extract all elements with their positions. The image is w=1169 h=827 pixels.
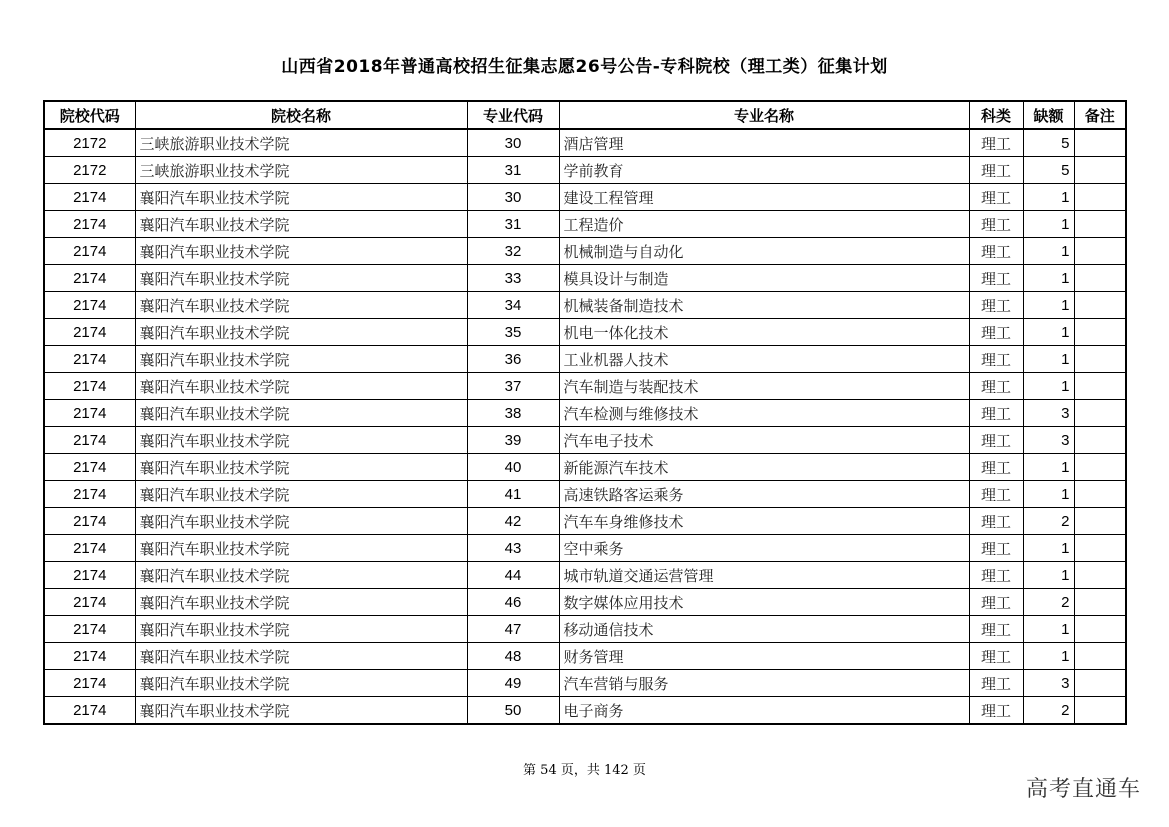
school-name-cell: 襄阳汽车职业技术学院 — [135, 400, 467, 427]
vacancy-cell: 5 — [1023, 129, 1074, 157]
table-row — [44, 427, 1126, 454]
watermark: 高考直通车 — [1025, 777, 1141, 802]
remarks-cell — [1074, 265, 1126, 292]
school-code-cell: 2174 — [44, 319, 135, 346]
school-name-cell: 襄阳汽车职业技术学院 — [135, 481, 467, 508]
major-code-cell: 42 — [467, 508, 559, 535]
school-name-cell: 襄阳汽车职业技术学院 — [135, 319, 467, 346]
school-name-cell: 襄阳汽车职业技术学院 — [135, 373, 467, 400]
major-code-cell: 41 — [467, 481, 559, 508]
category-cell: 理工 — [969, 589, 1023, 616]
remarks-cell — [1074, 643, 1126, 670]
major-code-cell: 35 — [467, 319, 559, 346]
major-name-cell: 汽车车身维修技术 — [559, 508, 969, 535]
table-header-row — [44, 101, 1126, 129]
major-name-cell: 移动通信技术 — [559, 616, 969, 643]
table-row — [44, 184, 1126, 211]
header-school-code: 院校代码 — [44, 101, 135, 129]
table-row — [44, 400, 1126, 427]
vacancy-cell: 1 — [1023, 373, 1074, 400]
remarks-cell — [1074, 238, 1126, 265]
table-row — [44, 292, 1126, 319]
school-code-cell: 2174 — [44, 697, 135, 725]
table-row — [44, 157, 1126, 184]
school-code-cell: 2174 — [44, 346, 135, 373]
major-code-cell: 31 — [467, 211, 559, 238]
major-name-cell: 汽车电子技术 — [559, 427, 969, 454]
category-cell: 理工 — [969, 508, 1023, 535]
remarks-cell — [1074, 400, 1126, 427]
table-row — [44, 481, 1126, 508]
major-code-cell: 39 — [467, 427, 559, 454]
vacancy-cell: 1 — [1023, 319, 1074, 346]
remarks-cell — [1074, 346, 1126, 373]
school-name-cell: 襄阳汽车职业技术学院 — [135, 238, 467, 265]
category-cell: 理工 — [969, 643, 1023, 670]
category-cell: 理工 — [969, 481, 1023, 508]
major-code-cell: 46 — [467, 589, 559, 616]
remarks-cell — [1074, 427, 1126, 454]
major-code-cell: 49 — [467, 670, 559, 697]
major-name-cell: 工业机器人技术 — [559, 346, 969, 373]
remarks-cell — [1074, 589, 1126, 616]
vacancy-cell: 2 — [1023, 589, 1074, 616]
page-title: 山西省2018年普通高校招生征集志愿26号公告-专科院校（理工类）征集计划 — [281, 57, 888, 77]
school-code-cell: 2174 — [44, 238, 135, 265]
school-code-cell: 2174 — [44, 535, 135, 562]
school-name-cell: 襄阳汽车职业技术学院 — [135, 643, 467, 670]
table-row — [44, 562, 1126, 589]
school-name-cell: 襄阳汽车职业技术学院 — [135, 589, 467, 616]
vacancy-cell: 1 — [1023, 562, 1074, 589]
vacancy-cell: 5 — [1023, 157, 1074, 184]
school-code-cell: 2174 — [44, 616, 135, 643]
vacancy-cell: 3 — [1023, 670, 1074, 697]
major-name-cell: 汽车制造与装配技术 — [559, 373, 969, 400]
school-name-cell: 襄阳汽车职业技术学院 — [135, 427, 467, 454]
remarks-cell — [1074, 535, 1126, 562]
category-cell: 理工 — [969, 373, 1023, 400]
table-row — [44, 373, 1126, 400]
vacancy-cell: 2 — [1023, 508, 1074, 535]
major-name-cell: 酒店管理 — [559, 129, 969, 157]
vacancy-cell: 1 — [1023, 211, 1074, 238]
header-school-name: 院校名称 — [135, 101, 467, 129]
header-remarks: 备注 — [1074, 101, 1126, 129]
major-code-cell: 33 — [467, 265, 559, 292]
school-code-cell: 2174 — [44, 508, 135, 535]
category-cell: 理工 — [969, 319, 1023, 346]
school-name-cell: 襄阳汽车职业技术学院 — [135, 265, 467, 292]
header-category: 科类 — [969, 101, 1023, 129]
major-name-cell: 新能源汽车技术 — [559, 454, 969, 481]
school-name-cell: 襄阳汽车职业技术学院 — [135, 616, 467, 643]
school-name-cell: 襄阳汽车职业技术学院 — [135, 670, 467, 697]
enrollment-plan-table — [43, 100, 1127, 725]
remarks-cell — [1074, 319, 1126, 346]
school-name-cell: 襄阳汽车职业技术学院 — [135, 346, 467, 373]
remarks-cell — [1074, 481, 1126, 508]
remarks-cell — [1074, 157, 1126, 184]
vacancy-cell: 1 — [1023, 265, 1074, 292]
category-cell: 理工 — [969, 346, 1023, 373]
major-name-cell: 模具设计与制造 — [559, 265, 969, 292]
category-cell: 理工 — [969, 129, 1023, 157]
major-name-cell: 城市轨道交通运营管理 — [559, 562, 969, 589]
school-code-cell: 2174 — [44, 670, 135, 697]
major-code-cell: 34 — [467, 292, 559, 319]
category-cell: 理工 — [969, 238, 1023, 265]
major-name-cell: 汽车营销与服务 — [559, 670, 969, 697]
school-name-cell: 三峡旅游职业技术学院 — [135, 157, 467, 184]
major-code-cell: 50 — [467, 697, 559, 725]
school-code-cell: 2174 — [44, 643, 135, 670]
major-name-cell: 工程造价 — [559, 211, 969, 238]
major-name-cell: 机电一体化技术 — [559, 319, 969, 346]
vacancy-cell: 1 — [1023, 238, 1074, 265]
category-cell: 理工 — [969, 157, 1023, 184]
major-name-cell: 学前教育 — [559, 157, 969, 184]
category-cell: 理工 — [969, 427, 1023, 454]
remarks-cell — [1074, 373, 1126, 400]
school-code-cell: 2174 — [44, 400, 135, 427]
major-code-cell: 47 — [467, 616, 559, 643]
major-code-cell: 32 — [467, 238, 559, 265]
major-code-cell: 30 — [467, 129, 559, 157]
school-code-cell: 2174 — [44, 265, 135, 292]
school-name-cell: 襄阳汽车职业技术学院 — [135, 292, 467, 319]
table-row — [44, 238, 1126, 265]
major-name-cell: 机械装备制造技术 — [559, 292, 969, 319]
category-cell: 理工 — [969, 454, 1023, 481]
school-code-cell: 2172 — [44, 129, 135, 157]
category-cell: 理工 — [969, 400, 1023, 427]
major-name-cell: 空中乘务 — [559, 535, 969, 562]
table-row — [44, 643, 1126, 670]
remarks-cell — [1074, 670, 1126, 697]
category-cell: 理工 — [969, 184, 1023, 211]
category-cell: 理工 — [969, 562, 1023, 589]
table-row — [44, 346, 1126, 373]
vacancy-cell: 1 — [1023, 643, 1074, 670]
school-code-cell: 2174 — [44, 211, 135, 238]
vacancy-cell: 2 — [1023, 697, 1074, 725]
table-body — [44, 129, 1126, 724]
school-code-cell: 2174 — [44, 184, 135, 211]
major-code-cell: 38 — [467, 400, 559, 427]
school-code-cell: 2174 — [44, 589, 135, 616]
school-code-cell: 2174 — [44, 373, 135, 400]
school-name-cell: 襄阳汽车职业技术学院 — [135, 562, 467, 589]
table-row — [44, 616, 1126, 643]
major-name-cell: 机械制造与自动化 — [559, 238, 969, 265]
remarks-cell — [1074, 697, 1126, 725]
remarks-cell — [1074, 508, 1126, 535]
major-name-cell: 数字媒体应用技术 — [559, 589, 969, 616]
category-cell: 理工 — [969, 697, 1023, 725]
table-row — [44, 670, 1126, 697]
table-row — [44, 697, 1126, 725]
page-footer: 第 54 页，共 142 页 — [523, 763, 646, 778]
category-cell: 理工 — [969, 265, 1023, 292]
header-vacancy: 缺额 — [1023, 101, 1074, 129]
major-code-cell: 43 — [467, 535, 559, 562]
remarks-cell — [1074, 184, 1126, 211]
remarks-cell — [1074, 211, 1126, 238]
major-code-cell: 40 — [467, 454, 559, 481]
major-code-cell: 36 — [467, 346, 559, 373]
table-row — [44, 319, 1126, 346]
header-major-code: 专业代码 — [467, 101, 559, 129]
school-name-cell: 襄阳汽车职业技术学院 — [135, 454, 467, 481]
major-code-cell: 30 — [467, 184, 559, 211]
category-cell: 理工 — [969, 535, 1023, 562]
vacancy-cell: 1 — [1023, 454, 1074, 481]
vacancy-cell: 3 — [1023, 427, 1074, 454]
vacancy-cell: 1 — [1023, 346, 1074, 373]
vacancy-cell: 1 — [1023, 535, 1074, 562]
vacancy-cell: 1 — [1023, 184, 1074, 211]
vacancy-cell: 1 — [1023, 481, 1074, 508]
table-row — [44, 129, 1126, 157]
category-cell: 理工 — [969, 616, 1023, 643]
school-code-cell: 2174 — [44, 562, 135, 589]
major-name-cell: 财务管理 — [559, 643, 969, 670]
school-code-cell: 2174 — [44, 454, 135, 481]
school-code-cell: 2174 — [44, 427, 135, 454]
table-row — [44, 454, 1126, 481]
remarks-cell — [1074, 292, 1126, 319]
major-code-cell: 48 — [467, 643, 559, 670]
remarks-cell — [1074, 129, 1126, 157]
school-name-cell: 襄阳汽车职业技术学院 — [135, 184, 467, 211]
table-row — [44, 589, 1126, 616]
major-code-cell: 31 — [467, 157, 559, 184]
table-row — [44, 508, 1126, 535]
major-name-cell: 高速铁路客运乘务 — [559, 481, 969, 508]
category-cell: 理工 — [969, 211, 1023, 238]
school-code-cell: 2172 — [44, 157, 135, 184]
major-code-cell: 37 — [467, 373, 559, 400]
remarks-cell — [1074, 616, 1126, 643]
header-major-name: 专业名称 — [559, 101, 969, 129]
category-cell: 理工 — [969, 670, 1023, 697]
major-code-cell: 44 — [467, 562, 559, 589]
vacancy-cell: 3 — [1023, 400, 1074, 427]
school-name-cell: 襄阳汽车职业技术学院 — [135, 697, 467, 725]
school-code-cell: 2174 — [44, 481, 135, 508]
vacancy-cell: 1 — [1023, 292, 1074, 319]
vacancy-cell: 1 — [1023, 616, 1074, 643]
school-name-cell: 襄阳汽车职业技术学院 — [135, 508, 467, 535]
table-row — [44, 535, 1126, 562]
school-code-cell: 2174 — [44, 292, 135, 319]
table-row — [44, 211, 1126, 238]
remarks-cell — [1074, 454, 1126, 481]
remarks-cell — [1074, 562, 1126, 589]
school-name-cell: 襄阳汽车职业技术学院 — [135, 535, 467, 562]
major-name-cell: 建设工程管理 — [559, 184, 969, 211]
category-cell: 理工 — [969, 292, 1023, 319]
table-row — [44, 265, 1126, 292]
major-name-cell: 电子商务 — [559, 697, 969, 725]
school-name-cell: 三峡旅游职业技术学院 — [135, 129, 467, 157]
school-name-cell: 襄阳汽车职业技术学院 — [135, 211, 467, 238]
major-name-cell: 汽车检测与维修技术 — [559, 400, 969, 427]
